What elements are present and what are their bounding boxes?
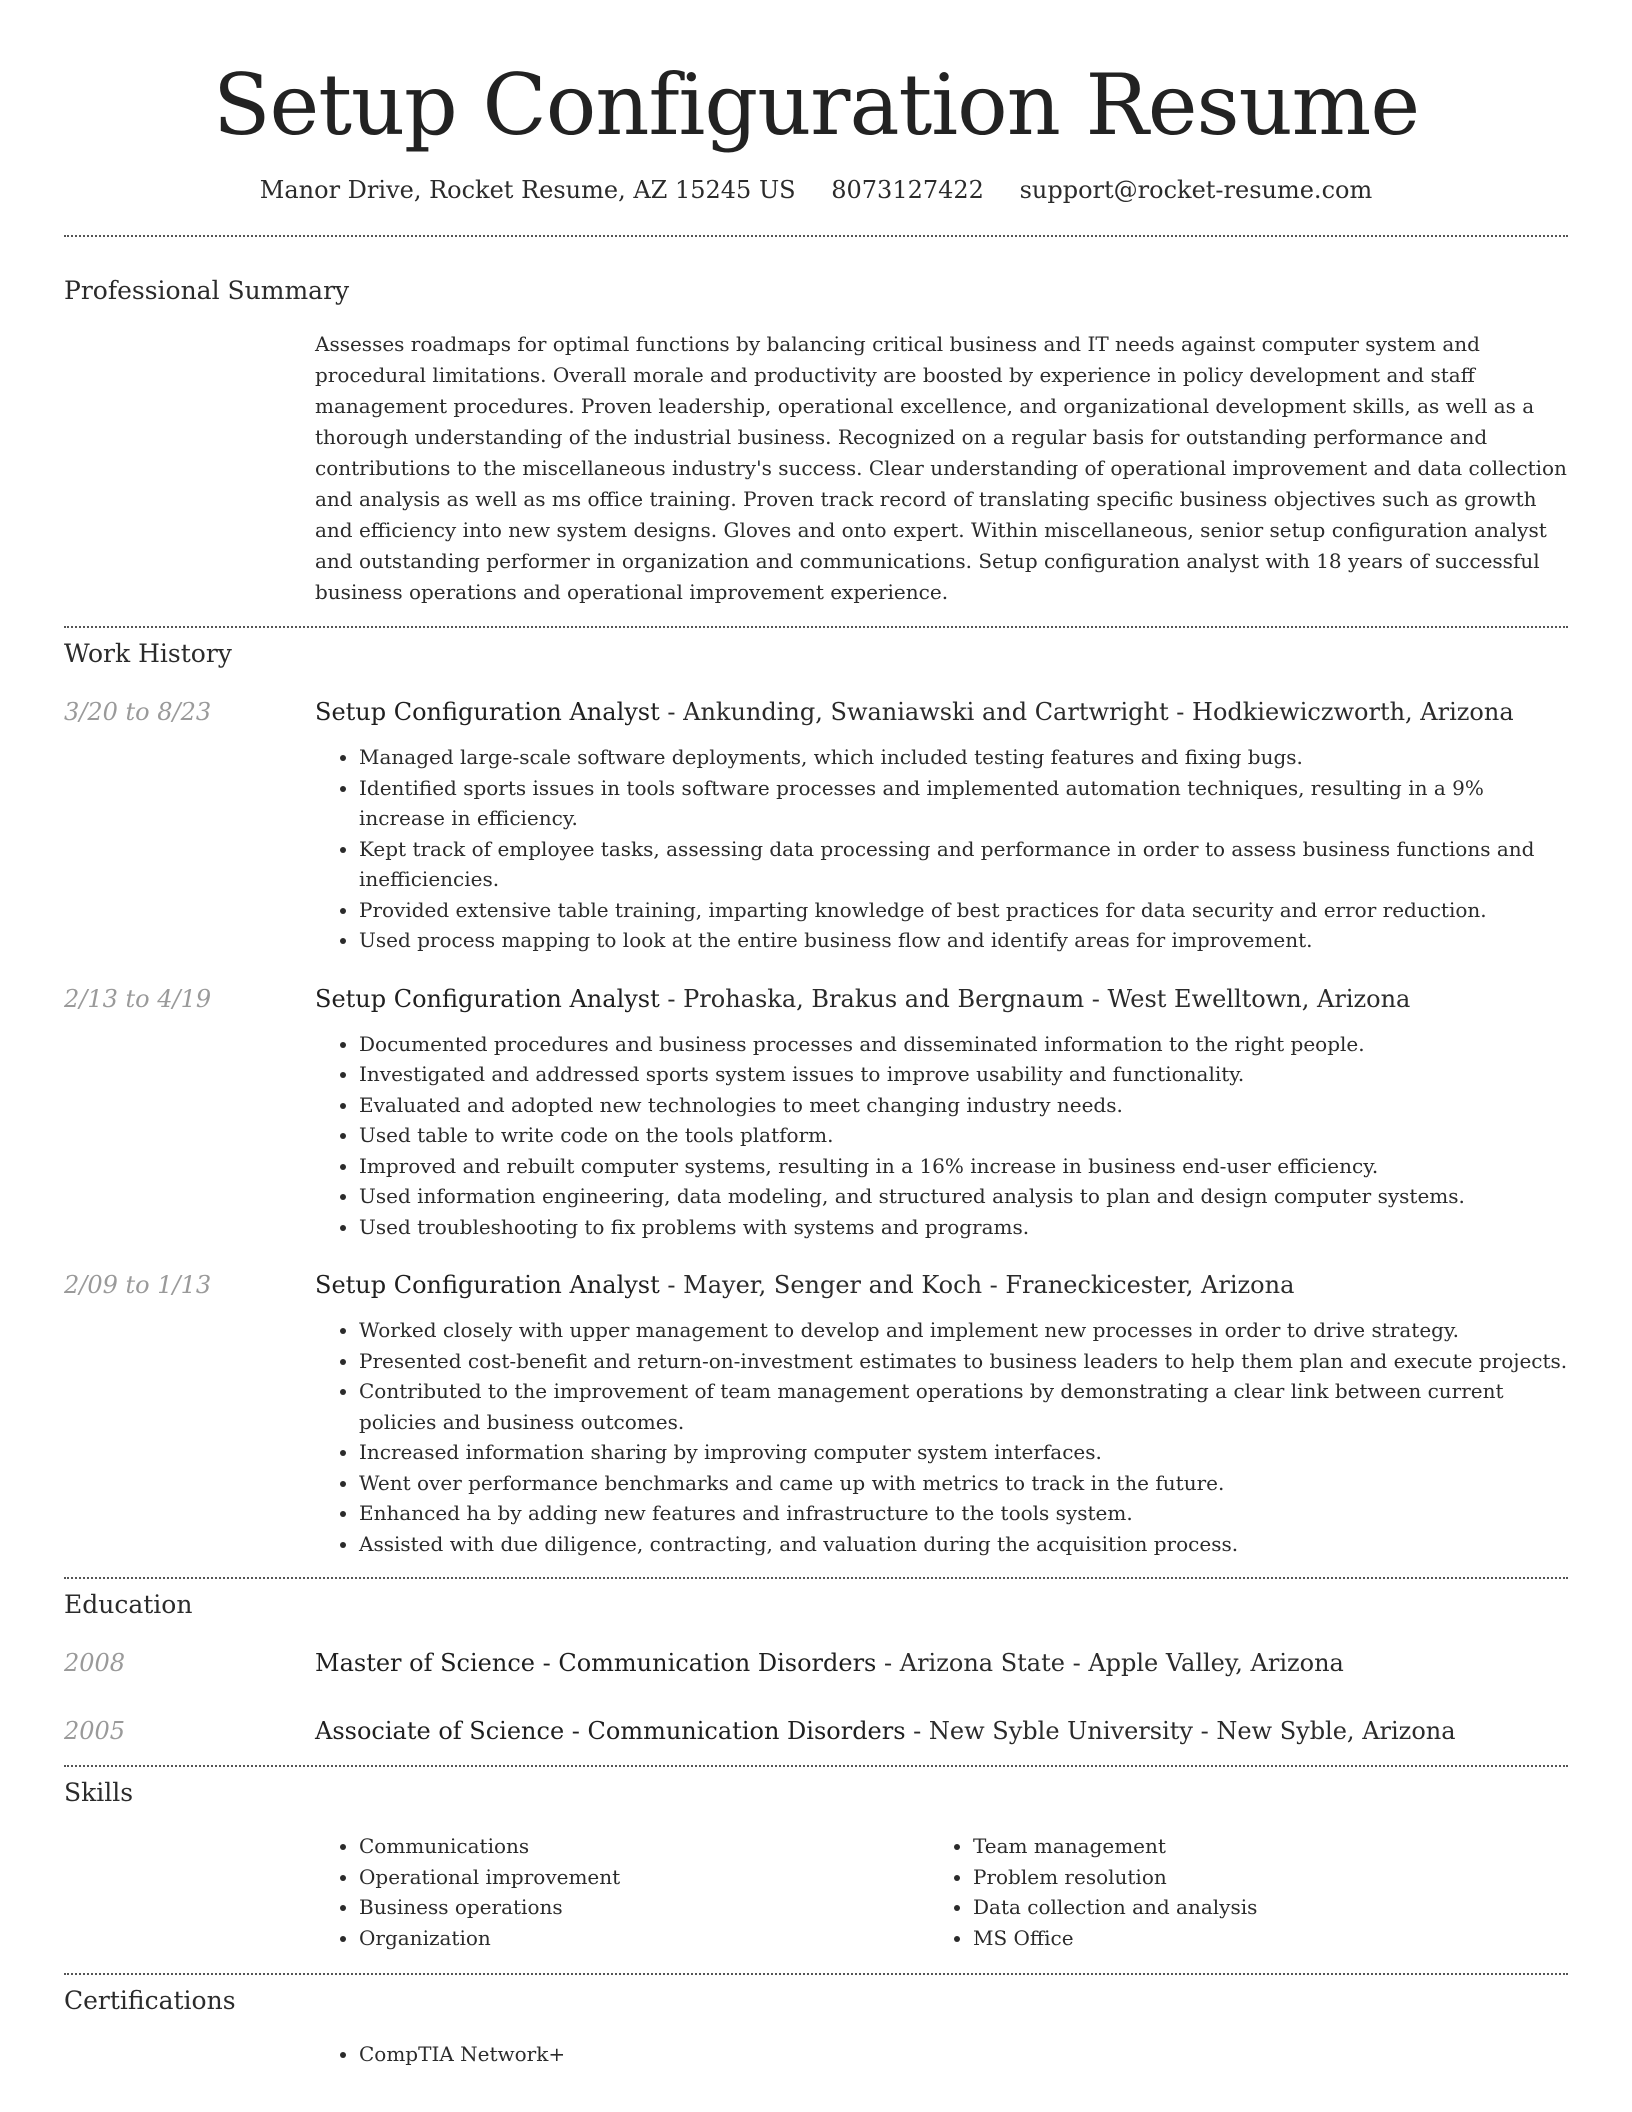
summary-section [64,275,1568,608]
skills-list-left [315,1831,929,1953]
bullet-item: • Contributed to the improvement of team management operations by demonstrating a clear link between current policies and business outcomes. [359,1376,1568,1437]
skill-item: • Communications [359,1831,929,1862]
skills-section [64,1777,1568,1953]
skills-heading: Skills [64,1778,134,1807]
job-header [315,1269,1568,1301]
job-bullets [315,742,1568,956]
summary-heading: Professional Summary [64,276,350,305]
skill-item: • MS Office [973,1923,1543,1954]
skill-item: • Data collection and analysis [973,1892,1543,1923]
education-section [64,1589,1568,1747]
email-text: support@rocket-resume.com [1019,176,1373,204]
divider [64,626,1568,628]
skill-item: • Operational improvement [359,1862,929,1893]
bullet-item: • Managed large-scale software deployments, which included testing features and fixing bugs. [359,742,1568,773]
contact-line [64,174,1568,206]
education-year: 2005 [64,1717,126,1745]
job-entry [64,1269,1568,1559]
bullet-item: • Used information engineering, data modeling, and structured analysis to plan and design computer systems. [359,1181,1568,1212]
job-bullets [315,1315,1568,1559]
bullet-item: • Worked closely with upper management to develop and implement new processes in order to drive strategy. [359,1315,1568,1346]
certifications-list-wrap [315,2039,1568,2070]
education-header [315,1715,1568,1747]
bullet-item: • Kept track of employee tasks, assessing data processing and performance in order to assess business functions and inefficiencies. [359,834,1568,895]
summary-text: Assesses roadmaps for optimal functions by balancing critical business and IT needs against computer system and procedural limitations. Overall morale and productivity are boosted by experience in policy development and staff management procedures. Proven leadership, operational excellence, and organizational development skills, as well as a thorough understanding of the industrial business. Recognized on a regular basis for outstanding performance and contributions to the miscellaneous industry's success. Clear understanding of operational improvement and data collection and analysis as well as ms office training. Proven track record of translating specific business objectives such as growth and efficiency into new system designs. Gloves and onto expert. Within miscellaneous, senior setup configuration analyst and outstanding performer in organization and communications. Setup configuration analyst with 18 years of successful business operations and operational improvement experience. [315,332,1567,604]
bullet-item: • Assisted with due diligence, contracting, and valuation during the acquisition process. [359,1529,1568,1560]
job-company: - Ankunding, Swaniawski and Cartwright - Hodkiewiczworth, Arizona [659,698,1514,726]
skill-item: • Organization [359,1923,929,1954]
job-bullets [315,1029,1568,1243]
divider [64,1577,1568,1579]
bullet-item: • Provided extensive table training, imparting knowledge of best practices for data security and error reduction. [359,895,1568,926]
divider [64,1765,1568,1767]
bullet-item: • Evaluated and adopted new technologies to meet changing industry needs. [359,1090,1568,1121]
bullet-item: • Used troubleshooting to fix problems with systems and programs. [359,1212,1568,1243]
job-role: Setup Configuration Analyst [315,1271,660,1299]
job-entry [64,696,1568,956]
bullet-item: • Enhanced ha by adding new features and infrastructure to the tools system. [359,1498,1568,1529]
bullet-item: • Documented procedures and business processes and disseminated information to the right people. [359,1029,1568,1060]
job-dates: 3/20 to 8/23 [64,698,212,726]
resume-title: Setup Configuration Resume [212,56,1420,154]
divider [64,235,1568,237]
education-heading: Education [64,1590,193,1619]
education-entry [64,1715,1568,1747]
education-year: 2008 [64,1649,126,1677]
job-header [315,983,1568,1015]
job-company: - Prohaska, Brakus and Bergnaum - West Ewelltown, Arizona [659,984,1411,1013]
degree-text: Associate of Science - Communication Disorders [315,1717,906,1745]
bullet-item: • Presented cost-benefit and return-on-investment estimates to business leaders to help them plan and execute projects. [359,1346,1568,1377]
work-history-heading: Work History [64,639,232,668]
phone-text: 8073127422 [831,176,984,204]
bullet-item: • Identified sports issues in tools software processes and implemented automation techniques, resulting in a 9% increase in efficiency. [359,773,1568,834]
certifications-section [64,1985,1568,2070]
certifications-heading: Certifications [64,1986,236,2015]
school-text: - New Syble University - New Syble, Arizona [905,1717,1456,1745]
bullet-item: • Used table to write code on the tools platform. [359,1120,1568,1151]
bullet-item: • Increased information sharing by improving computer system interfaces. [359,1437,1568,1468]
job-dates: 2/13 to 4/19 [64,984,212,1013]
job-role: Setup Configuration Analyst [315,698,660,726]
skill-item: • Business operations [359,1892,929,1923]
resume-page [64,0,1568,2070]
skill-item: • Problem resolution [973,1862,1543,1893]
education-entry [64,1647,1568,1679]
job-header [315,696,1568,728]
certifications-list [315,2039,1568,2070]
work-history-section [64,638,1568,1559]
bullet-item: • Investigated and addressed sports system issues to improve usability and functionality. [359,1059,1568,1090]
skills-columns [315,1831,1568,1953]
address-text: Manor Drive, Rocket Resume, AZ 15245 US [259,176,796,204]
job-company: - Mayer, Senger and Koch - Franeckicester, Arizona [659,1271,1295,1299]
school-text: - Arizona State - Apple Valley, Arizona [876,1649,1344,1677]
job-dates: 2/09 to 1/13 [64,1271,212,1299]
degree-text: Master of Science - Communication Disorders [315,1649,877,1677]
bullet-item: • Went over performance benchmarks and came up with metrics to track in the future. [359,1468,1568,1499]
bullet-item: • Used process mapping to look at the entire business flow and identify areas for improvement. [359,925,1568,956]
skill-item: • Team management [973,1831,1543,1862]
skills-list-right [929,1831,1543,1953]
divider [64,1973,1568,1975]
job-entry [64,983,1568,1243]
certification-item: • CompTIA Network+ [359,2039,1568,2070]
bullet-item: • Improved and rebuilt computer systems, resulting in a 16% increase in business end-user efficiency. [359,1151,1568,1182]
education-header [315,1647,1568,1679]
job-role: Setup Configuration Analyst [315,984,660,1013]
